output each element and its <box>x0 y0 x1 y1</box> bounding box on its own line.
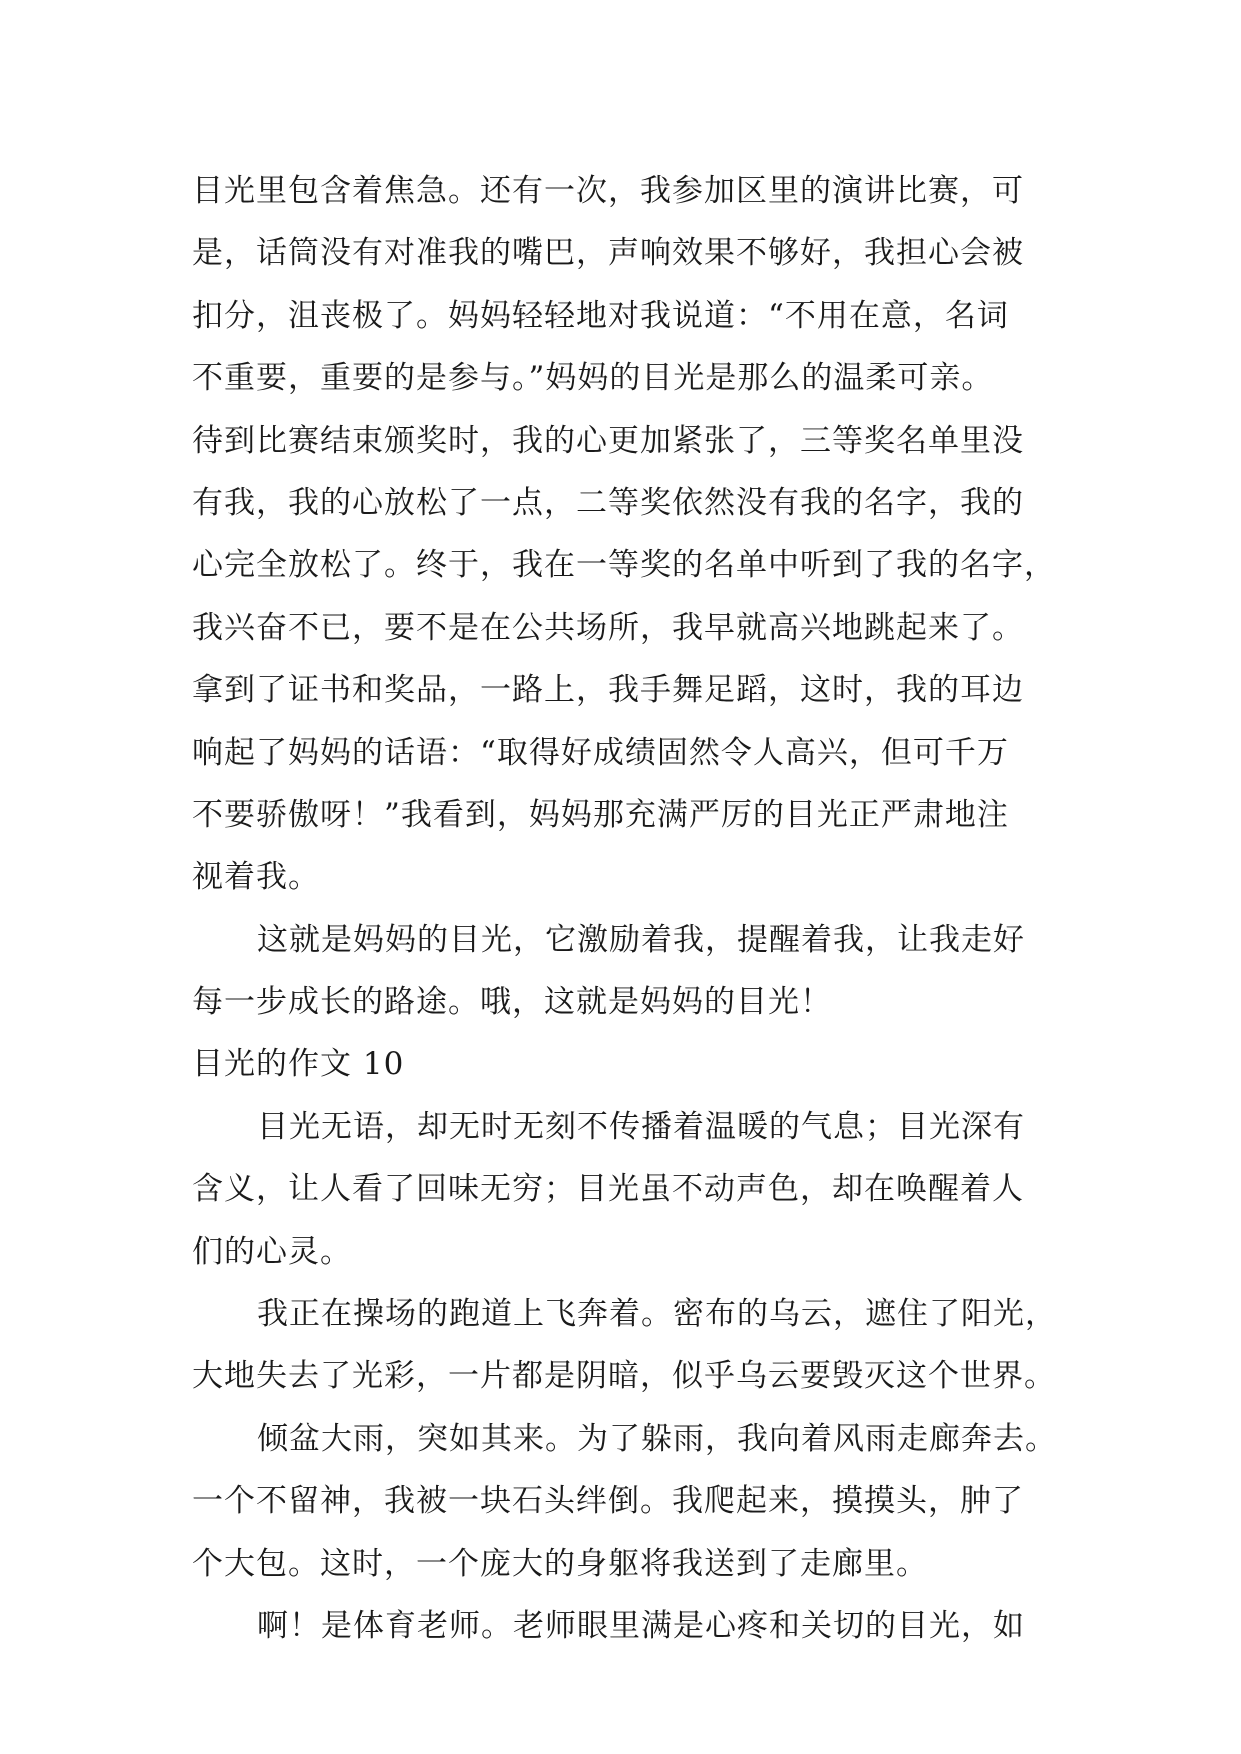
text-line: 啊！是体育老师。老师眼里满是心疼和关切的目光，如 <box>257 1607 1025 1644</box>
text-line: 有我，我的心放松了一点，二等奖依然没有我的名字，我的 <box>192 484 1024 521</box>
document-body <box>192 160 1072 1657</box>
text-line: 我兴奋不已，要不是在公共场所，我早就高兴地跳起来了。 <box>192 609 1024 646</box>
text-line: 目光无语，却无时无刻不传播着温暖的气息；目光深有 <box>257 1108 1025 1145</box>
text-line: 大地失去了光彩，一片都是阴暗，似乎乌云要毁灭这个世界。 <box>192 1358 1056 1395</box>
text-line: 这就是妈妈的目光，它激励着我，提醒着我，让我走好 <box>257 921 1025 958</box>
text-line: 视着我。 <box>192 859 320 896</box>
text-line: 响起了妈妈的话语：“取得好成绩固然令人高兴，但可千万 <box>192 734 1009 771</box>
text-line: 们的心灵。 <box>192 1233 352 1270</box>
text-line: 一个不留神，我被一块石头绊倒。我爬起来，摸摸头，肿了 <box>192 1483 1024 1520</box>
text-line: 待到比赛结束颁奖时，我的心更加紧张了，三等奖名单里没 <box>192 422 1024 459</box>
text-line: 不重要，重要的是参与。”妈妈的目光是那么的温柔可亲。 <box>192 360 994 397</box>
text-line: 我正在操场的跑道上飞奔着。密布的乌云，遮住了阳光， <box>257 1296 1057 1333</box>
text-line: 含义，让人看了回味无穷；目光虽不动声色，却在唤醒着人 <box>192 1171 1024 1208</box>
text-line: 扣分，沮丧极了。妈妈轻轻地对我说道：“不用在意，名词 <box>192 297 1009 334</box>
text-line: 个大包。这时，一个庞大的身躯将我送到了走廊里。 <box>192 1545 928 1582</box>
section-title: 目光的作文 10 <box>192 1046 405 1083</box>
text-line: 是，话筒没有对准我的嘴巴，声响效果不够好，我担心会被 <box>192 235 1024 272</box>
text-line: 拿到了证书和奖品，一路上，我手舞足蹈，这时，我的耳边 <box>192 672 1024 709</box>
text-line: 心完全放松了。终于，我在一等奖的名单中听到了我的名字， <box>192 547 1056 584</box>
text-line: 不要骄傲呀！”我看到，妈妈那充满严厉的目光正严肃地注 <box>192 796 1009 833</box>
text-line: 倾盆大雨，突如其来。为了躲雨，我向着风雨走廊奔去。 <box>257 1420 1057 1457</box>
text-line: 每一步成长的路途。哦，这就是妈妈的目光！ <box>192 984 832 1021</box>
text-line: 目光里包含着焦急。还有一次，我参加区里的演讲比赛，可 <box>192 173 1024 209</box>
